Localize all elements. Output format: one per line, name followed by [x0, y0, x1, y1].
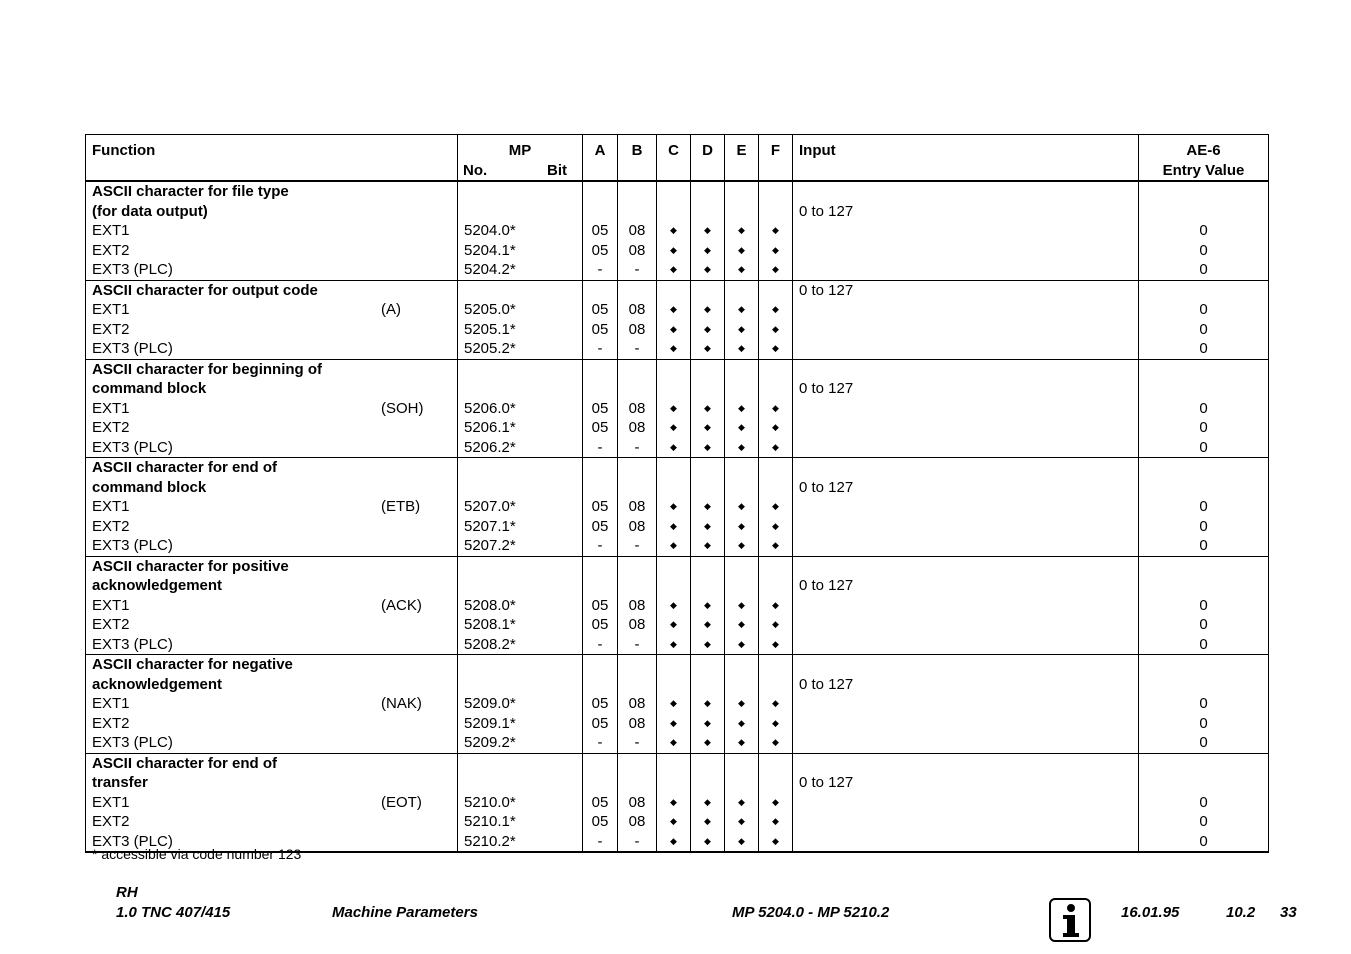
diamond-marker: ◆ — [704, 343, 711, 353]
function-row-label: EXT3 (PLC) — [92, 635, 173, 653]
entry-value-cell — [1139, 280, 1269, 359]
function-row-label: EXT2 — [92, 714, 130, 732]
diamond-marker: ◆ — [772, 816, 779, 826]
entry-value: 0 — [1199, 241, 1208, 259]
col-b-cell: 08 08 - — [618, 181, 657, 280]
col-d-cell — [691, 359, 725, 458]
col-a-cell: 05 05 - — [583, 280, 618, 359]
input-cell — [793, 753, 1139, 852]
diamond-marker: ◆ — [772, 638, 779, 649]
entry-value: 0 — [1199, 438, 1208, 456]
diamond-marker: ◆ — [704, 835, 711, 846]
entry-value: 0 — [1199, 320, 1208, 338]
machine-parameter-table — [85, 134, 1269, 853]
diamond-marker: ◆ — [772, 343, 779, 353]
col-b-cell: 08 08 - — [618, 280, 657, 359]
footer-author: RH — [116, 884, 138, 901]
function-row-label: EXT1 (EOT) — [92, 793, 451, 813]
entry-value: 0 — [1199, 616, 1208, 633]
col-f-cell — [759, 753, 793, 852]
parameter-group-row — [86, 181, 1269, 280]
col-b-cell: 08 08 - — [618, 655, 657, 754]
header-col-d: D — [691, 135, 725, 182]
info-icon — [1049, 898, 1091, 942]
diamond-marker: ◆ — [738, 599, 745, 610]
diamond-marker: ◆ — [670, 796, 677, 807]
parameter-group-row — [86, 280, 1269, 359]
mp-number: 5207.0* — [464, 498, 516, 515]
header-col-b: B — [618, 135, 657, 182]
col-e-cell — [725, 753, 759, 852]
col-d-cell — [691, 753, 725, 852]
col-f-cell — [759, 458, 793, 557]
entry-value: 0 — [1199, 517, 1208, 535]
diamond-marker: ◆ — [670, 520, 677, 531]
function-title: command block — [92, 380, 207, 397]
mp-cell — [458, 280, 583, 359]
function-row-label: EXT2 — [92, 813, 130, 830]
control-code: (A) — [381, 301, 401, 318]
header-col-c: C — [657, 135, 691, 182]
diamond-marker: ◆ — [704, 264, 711, 274]
control-code: (SOH) — [381, 399, 424, 417]
function-cell — [86, 753, 458, 852]
diamond-marker: ◆ — [670, 816, 677, 826]
function-row-label: EXT3 (PLC) — [92, 340, 173, 357]
diamond-marker: ◆ — [704, 599, 711, 610]
input-cell — [793, 181, 1139, 280]
diamond-marker: ◆ — [772, 501, 779, 511]
function-row-label: EXT2 — [92, 419, 130, 436]
diamond-marker: ◆ — [670, 599, 677, 610]
diamond-marker: ◆ — [704, 520, 711, 531]
table-body — [86, 181, 1269, 852]
diamond-marker: ◆ — [670, 441, 677, 452]
col-e-cell — [725, 181, 759, 280]
function-row-label: EXT3 (PLC) — [92, 438, 173, 456]
col-c-cell — [657, 753, 691, 852]
diamond-marker: ◆ — [704, 638, 711, 649]
function-title: (for data output) — [92, 202, 208, 220]
col-d-cell — [691, 556, 725, 655]
diamond-marker: ◆ — [670, 717, 677, 728]
col-c-cell — [657, 458, 691, 557]
diamond-marker: ◆ — [670, 698, 677, 708]
input-range: 0 to 127 — [799, 380, 854, 397]
entry-value-cell — [1139, 655, 1269, 754]
footer-page: 33 — [1280, 904, 1297, 921]
diamond-marker: ◆ — [738, 638, 745, 649]
col-b-cell: 08 08 - — [618, 458, 657, 557]
mp-number: 5205.0* — [464, 301, 516, 318]
entry-value: 0 — [1199, 734, 1208, 751]
footer-version: 1.0 TNC 407/415 — [116, 904, 231, 921]
mp-number: 5208.1* — [464, 616, 516, 633]
diamond-marker: ◆ — [704, 698, 711, 708]
parameter-group-row — [86, 359, 1269, 458]
input-range: 0 to 127 — [799, 577, 854, 594]
diamond-marker: ◆ — [704, 244, 711, 255]
col-e-cell — [725, 280, 759, 359]
diamond-marker: ◆ — [670, 343, 677, 353]
diamond-marker: ◆ — [704, 796, 711, 807]
diamond-marker: ◆ — [772, 244, 779, 255]
diamond-marker: ◆ — [738, 816, 745, 826]
mp-cell — [458, 655, 583, 754]
function-row-label: EXT1 (NAK) — [92, 694, 451, 714]
diamond-marker: ◆ — [670, 835, 677, 846]
mp-number: 5209.1* — [464, 714, 516, 732]
diamond-marker: ◆ — [738, 402, 745, 413]
entry-value: 0 — [1199, 261, 1208, 278]
col-f-cell — [759, 359, 793, 458]
function-row-label: EXT3 (PLC) — [92, 734, 173, 751]
diamond-marker: ◆ — [670, 501, 677, 511]
diamond-marker: ◆ — [670, 737, 677, 747]
header-col-a: A — [583, 135, 618, 182]
entry-value: 0 — [1199, 596, 1208, 614]
function-title: transfer — [92, 774, 148, 791]
diamond-marker: ◆ — [704, 441, 711, 452]
diamond-marker: ◆ — [704, 225, 711, 235]
table-header-row — [86, 135, 1269, 182]
diamond-marker: ◆ — [670, 323, 677, 334]
mp-number: 5206.1* — [464, 419, 516, 436]
mp-number: 5207.1* — [464, 517, 516, 535]
input-range: 0 to 127 — [799, 675, 854, 693]
function-row-label: EXT3 (PLC) — [92, 261, 173, 278]
col-e-cell — [725, 655, 759, 754]
col-b-cell: 08 08 - — [618, 556, 657, 655]
diamond-marker: ◆ — [772, 540, 779, 550]
diamond-marker: ◆ — [772, 835, 779, 846]
footer-date: 16.01.95 — [1121, 904, 1180, 921]
diamond-marker: ◆ — [670, 638, 677, 649]
diamond-marker: ◆ — [738, 501, 745, 511]
diamond-marker: ◆ — [704, 402, 711, 413]
entry-value: 0 — [1199, 813, 1208, 830]
mp-cell — [458, 181, 583, 280]
footer-mp-range: MP 5204.0 - MP 5210.2 — [732, 904, 890, 921]
diamond-marker: ◆ — [738, 343, 745, 353]
parameter-group-row — [86, 458, 1269, 557]
mp-number: 5210.1* — [464, 813, 516, 830]
function-row-label: EXT1 (ETB) — [92, 497, 451, 517]
function-row-label: EXT2 — [92, 320, 130, 338]
diamond-marker: ◆ — [772, 619, 779, 629]
function-row-label: EXT2 — [92, 616, 130, 633]
function-row-label: EXT3 (PLC) — [92, 537, 173, 554]
diamond-marker: ◆ — [738, 244, 745, 255]
mp-cell — [458, 753, 583, 852]
footer-chapter: 10.2 — [1226, 904, 1256, 921]
entry-value: 0 — [1199, 301, 1208, 318]
mp-cell — [458, 359, 583, 458]
diamond-marker: ◆ — [772, 264, 779, 274]
col-d-cell — [691, 655, 725, 754]
diamond-marker: ◆ — [738, 520, 745, 531]
input-cell — [793, 280, 1139, 359]
col-f-cell — [759, 280, 793, 359]
input-range: 0 to 127 — [799, 202, 854, 220]
entry-value: 0 — [1199, 635, 1208, 653]
function-cell — [86, 280, 458, 359]
input-cell — [793, 359, 1139, 458]
col-e-cell — [725, 359, 759, 458]
col-f-cell — [759, 655, 793, 754]
function-title: ASCII character for end of — [92, 459, 278, 476]
mp-number: 5207.2* — [464, 537, 516, 554]
function-cell — [86, 181, 458, 280]
col-e-cell — [725, 458, 759, 557]
diamond-marker: ◆ — [670, 264, 677, 274]
diamond-marker: ◆ — [670, 244, 677, 255]
diamond-marker: ◆ — [772, 441, 779, 452]
col-a-cell: 05 05 - — [583, 359, 618, 458]
col-c-cell — [657, 181, 691, 280]
parameter-group-row — [86, 655, 1269, 754]
function-row-label: EXT3 (PLC) — [92, 832, 173, 850]
function-title: ASCII character for positive — [92, 557, 289, 575]
function-cell — [86, 655, 458, 754]
col-c-cell — [657, 280, 691, 359]
col-e-cell — [725, 556, 759, 655]
mp-number: 5204.0* — [464, 222, 516, 239]
control-code: (EOT) — [381, 793, 422, 811]
entry-value: 0 — [1199, 399, 1208, 417]
header-mp-label: MP — [508, 142, 532, 159]
diamond-marker: ◆ — [772, 402, 779, 413]
function-title: command block — [92, 478, 207, 496]
header-input: Input — [793, 135, 1139, 182]
entry-value-cell — [1139, 181, 1269, 280]
input-cell — [793, 655, 1139, 754]
header-function: Function — [86, 135, 458, 182]
input-range: 0 to 127 — [799, 774, 854, 791]
diamond-marker: ◆ — [738, 264, 745, 274]
diamond-marker: ◆ — [772, 717, 779, 728]
mp-number: 5206.2* — [464, 438, 516, 456]
col-f-cell — [759, 556, 793, 655]
function-title: ASCII character for file type — [92, 183, 289, 200]
col-c-cell — [657, 655, 691, 754]
header-no: No. — [463, 161, 488, 179]
diamond-marker: ◆ — [738, 737, 745, 747]
diamond-marker: ◆ — [772, 599, 779, 610]
diamond-marker: ◆ — [738, 717, 745, 728]
col-a-cell: 05 05 - — [583, 181, 618, 280]
entry-value-cell — [1139, 359, 1269, 458]
control-code: (ETB) — [381, 498, 421, 515]
mp-number: 5204.2* — [464, 261, 516, 278]
entry-value: 0 — [1199, 695, 1208, 712]
header-mp — [458, 135, 583, 182]
function-cell — [86, 556, 458, 655]
function-title: ASCII character for negative — [92, 656, 293, 673]
diamond-marker: ◆ — [772, 323, 779, 334]
col-a-cell: 05 05 - — [583, 753, 618, 852]
control-code: (NAK) — [381, 695, 422, 712]
diamond-marker: ◆ — [738, 225, 745, 235]
function-row-label: EXT1 (ACK) — [92, 596, 451, 616]
diamond-marker: ◆ — [670, 540, 677, 550]
function-row-label: EXT1 (SOH) — [92, 399, 451, 419]
mp-number: 5205.2* — [464, 340, 516, 357]
diamond-marker: ◆ — [772, 422, 779, 432]
diamond-marker: ◆ — [704, 737, 711, 747]
mp-number: 5204.1* — [464, 241, 516, 259]
footer-section-title: Machine Parameters — [332, 904, 478, 921]
mp-number: 5208.2* — [464, 635, 516, 653]
diamond-marker: ◆ — [772, 304, 779, 314]
diamond-marker: ◆ — [704, 304, 711, 314]
diamond-marker: ◆ — [738, 619, 745, 629]
header-bit: Bit — [547, 161, 567, 179]
function-cell — [86, 458, 458, 557]
mp-number: 5209.0* — [464, 695, 516, 712]
entry-value: 0 — [1199, 793, 1208, 811]
diamond-marker: ◆ — [738, 441, 745, 452]
diamond-marker: ◆ — [704, 717, 711, 728]
function-row-label: EXT2 — [92, 241, 130, 259]
diamond-marker: ◆ — [772, 520, 779, 531]
col-a-cell: 05 05 - — [583, 556, 618, 655]
diamond-marker: ◆ — [738, 698, 745, 708]
diamond-marker: ◆ — [704, 422, 711, 432]
mp-cell — [458, 458, 583, 557]
entry-value: 0 — [1199, 419, 1208, 436]
parameter-group-row — [86, 753, 1269, 852]
col-a-cell: 05 05 - — [583, 655, 618, 754]
mp-number: 5210.0* — [464, 793, 516, 811]
entry-value: 0 — [1199, 714, 1208, 732]
input-cell — [793, 556, 1139, 655]
diamond-marker: ◆ — [772, 737, 779, 747]
function-title: acknowledgement — [92, 675, 223, 693]
diamond-marker: ◆ — [670, 402, 677, 413]
entry-value-cell — [1139, 753, 1269, 852]
mp-number: 5210.2* — [464, 832, 516, 850]
function-title: ASCII character for end of — [92, 754, 278, 772]
function-title: ASCII character for output code — [92, 281, 318, 299]
col-b-cell: 08 08 - — [618, 753, 657, 852]
header-col-f: F — [759, 135, 793, 182]
diamond-marker: ◆ — [670, 619, 677, 629]
col-b-cell: 08 08 - — [618, 359, 657, 458]
col-f-cell — [759, 181, 793, 280]
col-c-cell — [657, 359, 691, 458]
col-a-cell: 05 05 - — [583, 458, 618, 557]
diamond-marker: ◆ — [738, 835, 745, 846]
entry-value: 0 — [1199, 222, 1208, 239]
function-row-label: EXT2 — [92, 517, 130, 535]
diamond-marker: ◆ — [670, 304, 677, 314]
parameter-group-row — [86, 556, 1269, 655]
diamond-marker: ◆ — [738, 796, 745, 807]
col-d-cell — [691, 458, 725, 557]
function-cell — [86, 359, 458, 458]
input-range: 0 to 127 — [799, 478, 854, 496]
diamond-marker: ◆ — [704, 619, 711, 629]
function-title: acknowledgement — [92, 577, 223, 594]
control-code — [381, 221, 451, 241]
diamond-marker: ◆ — [670, 422, 677, 432]
entry-value: 0 — [1199, 537, 1208, 554]
mp-number: 5209.2* — [464, 734, 516, 751]
diamond-marker: ◆ — [704, 323, 711, 334]
diamond-marker: ◆ — [738, 304, 745, 314]
entry-value: 0 — [1199, 832, 1208, 850]
col-c-cell — [657, 556, 691, 655]
col-d-cell — [691, 181, 725, 280]
col-d-cell — [691, 280, 725, 359]
mp-number: 5208.0* — [464, 596, 516, 614]
mp-number: 5205.1* — [464, 320, 516, 338]
diamond-marker: ◆ — [704, 540, 711, 550]
function-title: ASCII character for beginning of — [92, 360, 323, 378]
diamond-marker: ◆ — [738, 422, 745, 432]
function-row-label: EXT1 (A) — [92, 300, 451, 320]
input-cell — [793, 458, 1139, 557]
input-range: 0 to 127 — [799, 281, 854, 299]
entry-value: 0 — [1199, 498, 1208, 515]
entry-value-cell — [1139, 556, 1269, 655]
control-code: (ACK) — [381, 596, 422, 614]
mp-cell — [458, 556, 583, 655]
diamond-marker: ◆ — [704, 501, 711, 511]
diamond-marker: ◆ — [704, 816, 711, 826]
diamond-marker: ◆ — [772, 698, 779, 708]
function-row-label: EXT1 — [92, 221, 451, 241]
entry-value-cell — [1139, 458, 1269, 557]
diamond-marker: ◆ — [772, 796, 779, 807]
diamond-marker: ◆ — [772, 225, 779, 235]
header-ae6: AE-6 Entry Value — [1139, 135, 1269, 182]
header-col-e: E — [725, 135, 759, 182]
footnote: * accessible via code number 123 — [92, 846, 302, 862]
mp-number: 5206.0* — [464, 399, 516, 417]
entry-value: 0 — [1199, 340, 1208, 357]
diamond-marker: ◆ — [670, 225, 677, 235]
diamond-marker: ◆ — [738, 323, 745, 334]
diamond-marker: ◆ — [738, 540, 745, 550]
